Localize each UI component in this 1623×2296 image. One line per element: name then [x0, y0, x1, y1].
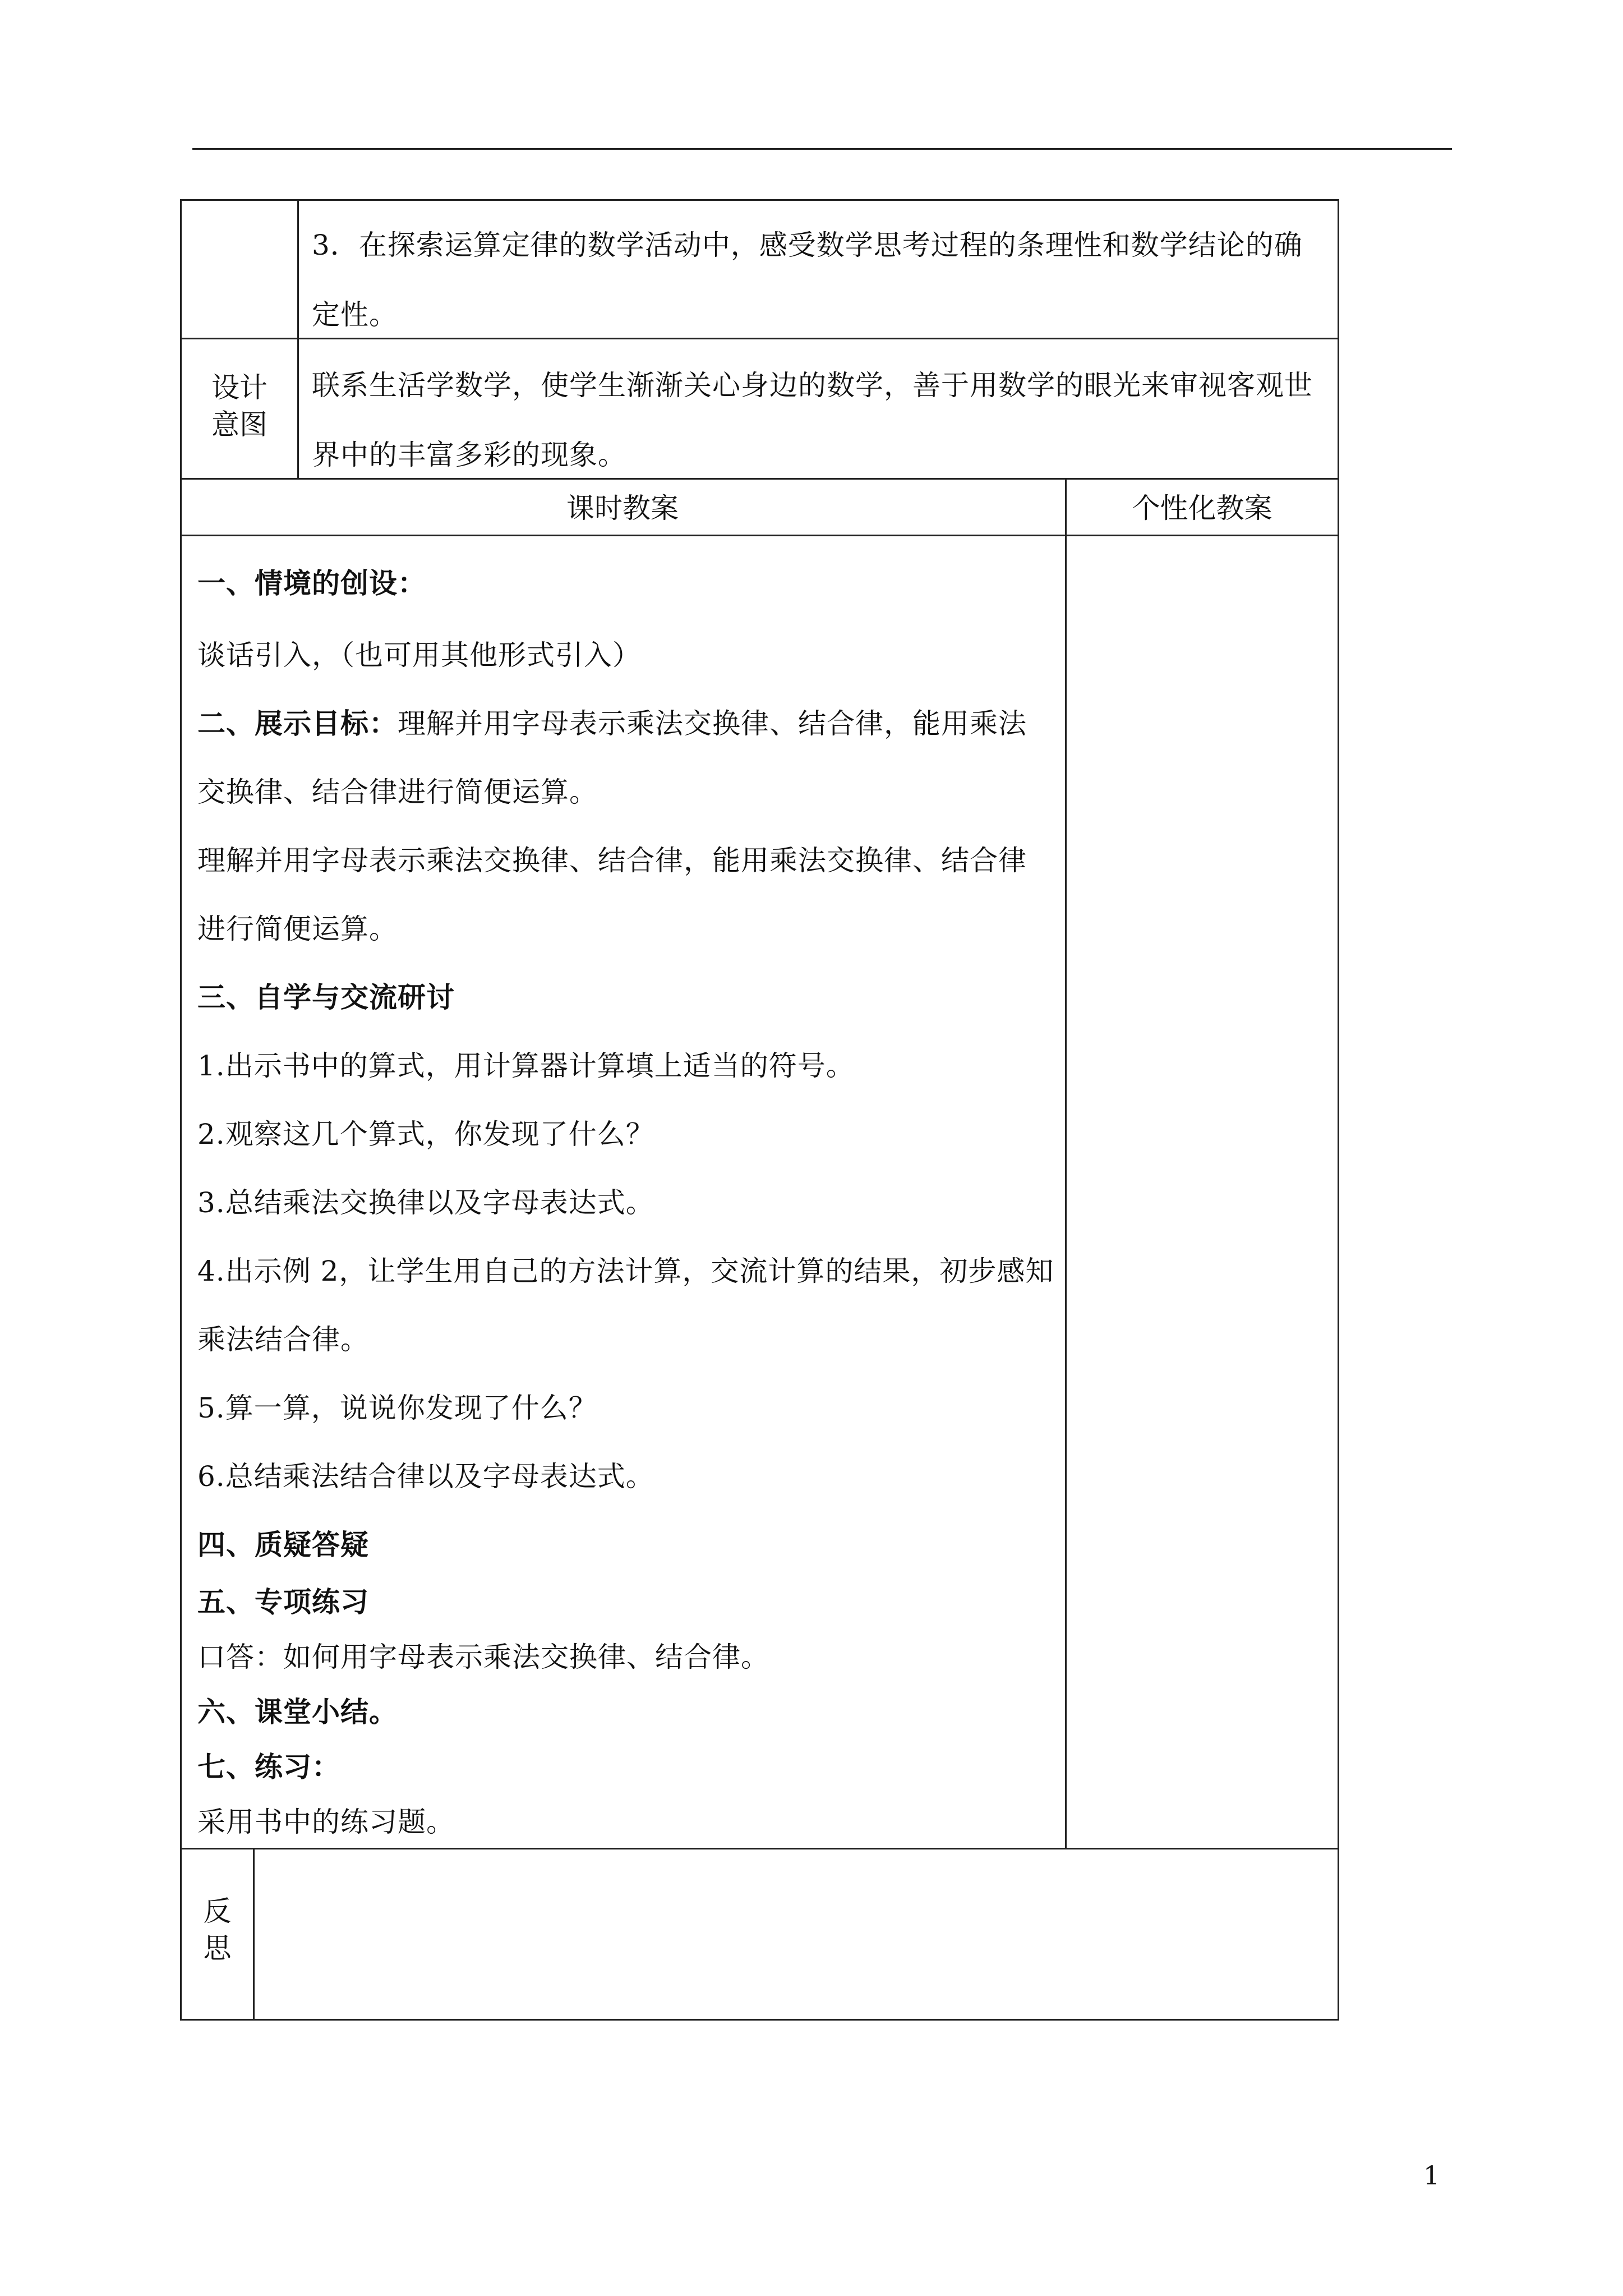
lesson-line-3-heading: 二、展示目标：	[197, 707, 398, 740]
design-intent-divider	[297, 338, 299, 480]
lesson-line-7: 三、自学与交流研讨	[197, 981, 455, 1014]
page-number: 1	[1423, 2160, 1440, 2191]
lesson-line-15: 四、质疑答疑	[197, 1528, 369, 1561]
lesson-plan-header: 课时教案	[566, 492, 679, 524]
lesson-line-3	[197, 701, 1027, 742]
lesson-line-5: 理解并用字母表示乘法交换律、结合律，能用乘法交换律、结合律	[197, 844, 1027, 877]
lesson-line-4: 交换律、结合律进行简便运算。	[197, 776, 598, 808]
lesson-line-11: 4.出示例 2，让学生用自己的方法计算，交流计算的结果，初步感知	[197, 1255, 1054, 1287]
lesson-line-1: 一、情境的创设：	[197, 567, 426, 600]
personalized-plan-cell	[1067, 536, 1338, 1848]
lesson-line-10: 3.总结乘法交换律以及字母表达式。	[197, 1186, 654, 1219]
lesson-line-20: 采用书中的练习题。	[197, 1806, 455, 1838]
header-rule	[192, 148, 1452, 150]
personalized-plan-header: 个性化教案	[1132, 492, 1272, 524]
lesson-line-8: 1.出示书中的算式，用计算器计算填上适当的符号。	[197, 1050, 855, 1082]
lesson-line-19: 七、练习：	[197, 1750, 340, 1783]
reflection-content	[264, 1862, 1324, 2008]
lesson-line-9: 2.观察这几个算式，你发现了什么？	[197, 1118, 654, 1151]
design-intent-text: 联系生活学数学，使学生渐渐关心身边的数学，善于用数学的眼光来审视客观世界中的丰富多彩的现象。	[312, 369, 1313, 471]
lesson-line-16: 五、专项练习	[197, 1585, 369, 1618]
lesson-line-3-text: 理解并用字母表示乘法交换律、结合律，能用乘法	[398, 707, 1027, 740]
objective-row-divider	[297, 199, 299, 339]
objective-text: 3．在探索运算定律的数学活动中，感受数学思考过程的条理性和数学结论的确定性。	[312, 229, 1303, 331]
reflection-label: 反 思	[203, 1895, 232, 1964]
lesson-line-13: 5.算一算，说说你发现了什么？	[197, 1392, 597, 1424]
lesson-line-12: 乘法结合律。	[197, 1323, 369, 1356]
lesson-line-14: 6.总结乘法结合律以及字母表达式。	[197, 1460, 654, 1493]
lesson-line-17: 口答：如何用字母表示乘法交换律、结合律。	[197, 1641, 769, 1673]
lesson-line-6: 进行简便运算。	[197, 913, 398, 945]
lesson-line-2: 谈话引入，（也可用其他形式引入）	[197, 639, 641, 671]
lesson-line-18: 六、课堂小结。	[197, 1695, 398, 1728]
reflection-divider	[253, 1848, 255, 2021]
design-intent-label: 设计 意图	[211, 371, 268, 441]
